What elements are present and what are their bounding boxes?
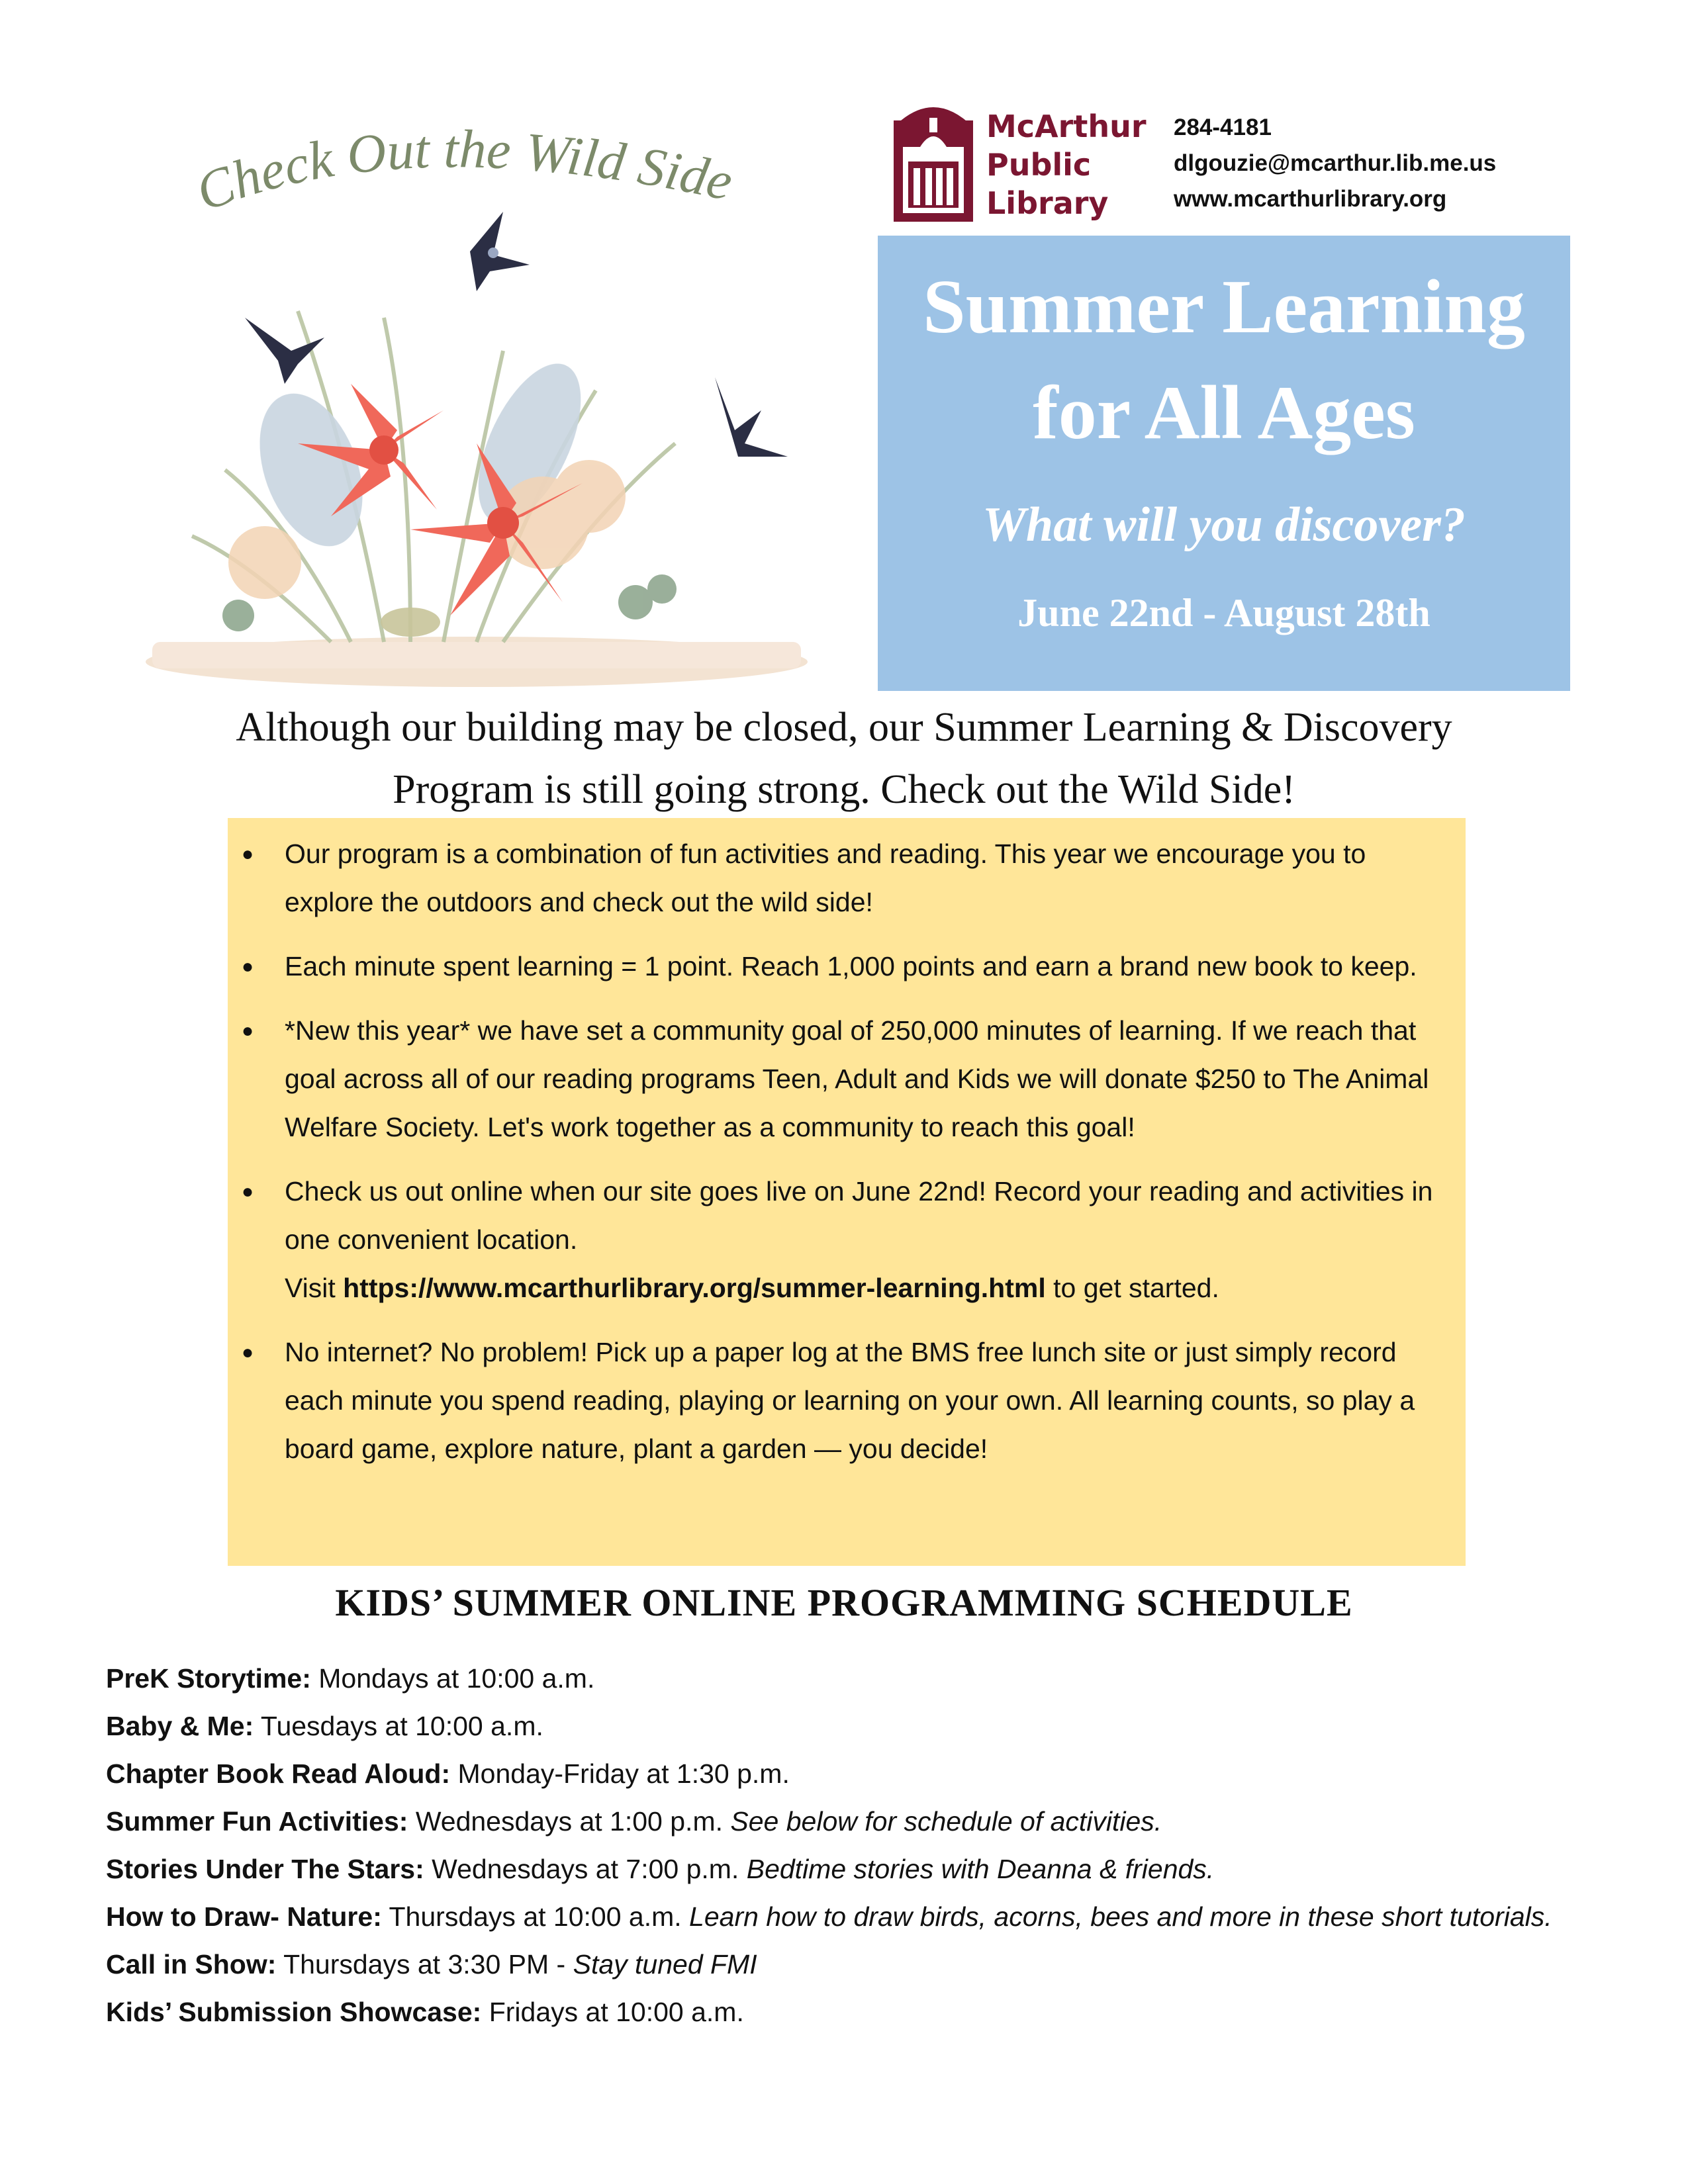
schedule-time: Mondays at 10:00 a.m. (318, 1663, 595, 1694)
schedule-title: KIDS’ SUMMER ONLINE PROGRAMMING SCHEDULE (335, 1581, 1353, 1624)
library-phone: 284-4181 (1174, 114, 1272, 140)
schedule-note: See below for schedule of activities. (730, 1806, 1162, 1837)
schedule-item-how-to-draw (106, 1893, 1602, 1940)
info-bullet-2: Each minute spent learning = 1 point. Reach 1,000 points and earn a brand new book to keep. (285, 951, 1417, 981)
schedule-item-summer-fun (106, 1797, 1602, 1845)
info-bullet-3: *New this year* we have set a community goal of 250,000 minutes of learning. If we reach that goal across all of our reading programs Teen, Adult and Kids we will donate $250 to The Animal Welfare Society. Let's work together as a community to reach this goal! (285, 1015, 1429, 1142)
info-bullet-1: Our program is a combination of fun activities and reading. This year we encourage you to explore the outdoors and check out the wild side! (285, 839, 1366, 917)
illustration-title: Check Out the Wild Side (187, 118, 738, 223)
list-item (241, 830, 1452, 927)
list-item (241, 1328, 1452, 1473)
schedule-item-kids-showcase (106, 1988, 1602, 2036)
schedule-label: Summer Fun Activities: (106, 1806, 408, 1837)
library-website[interactable]: www.mcarthurlibrary.org (1174, 186, 1447, 212)
library-name-line1: McArthur (986, 109, 1147, 144)
wildflowers-birds-illustration (132, 99, 847, 695)
schedule-item-prek-storytime (106, 1655, 1602, 1702)
schedule-note: Learn how to draw birds, acorns, bees and more in these short tutorials. (689, 1901, 1552, 1932)
promo-banner (878, 236, 1570, 691)
library-name-line3: Library (986, 185, 1109, 221)
summer-learning-link[interactable]: https://www.mcarthurlibrary.org/summer-learning.html (343, 1273, 1046, 1303)
bullet-icon: ● (241, 1342, 254, 1363)
schedule-label: Baby & Me: (106, 1711, 254, 1741)
bullet-icon: ● (241, 1181, 254, 1203)
schedule-time: Tuesdays at 10:00 a.m. (260, 1711, 543, 1741)
schedule-label: How to Draw- Nature: (106, 1901, 382, 1932)
schedule-label: Stories Under The Stars: (106, 1854, 424, 1884)
info-bullet-5: No internet? No problem! Pick up a paper log at the BMS free lunch site or just simply record each minute you spend reading, playing or learning on your own. All learning counts, so play a board game, explore nature, plant a garden — you decide! (285, 1337, 1415, 1464)
list-item (241, 1167, 1452, 1312)
library-name-line2: Public (986, 147, 1092, 183)
schedule-time: Wednesdays at 7:00 p.m. (432, 1854, 739, 1884)
schedule-label: Chapter Book Read Aloud: (106, 1758, 451, 1789)
library-email[interactable]: dlgouzie@mcarthur.lib.me.us (1174, 150, 1497, 176)
schedule-label: Call in Show: (106, 1949, 277, 1979)
library-logo (894, 101, 1149, 222)
schedule-time: Wednesdays at 1:00 p.m. (415, 1806, 723, 1837)
schedule-item-stories-under-stars (106, 1845, 1602, 1893)
info-bullet-4: Check us out online when our site goes live on June 22nd! Record your reading and activities in one convenient location. (285, 1176, 1433, 1255)
list-item (241, 1007, 1452, 1152)
library-contact (1174, 110, 1584, 217)
schedule-label: Kids’ Submission Showcase: (106, 1997, 482, 2027)
info-bullet-4-tail: to get started. (1053, 1273, 1219, 1303)
intro-line1: Although our building may be closed, our Summer Learning & Discovery (236, 705, 1452, 750)
intro-text (106, 696, 1582, 821)
schedule-item-chapter-book (106, 1750, 1602, 1797)
program-info-box (228, 818, 1466, 1566)
promo-title-line2: for All Ages (1033, 371, 1415, 455)
schedule-note: Bedtime stories with Deanna & friends. (746, 1854, 1215, 1884)
schedule-list (106, 1655, 1602, 2036)
bullet-icon: ● (241, 1020, 254, 1042)
promo-title-line1: Summer Learning (923, 265, 1525, 349)
library-building-icon (894, 101, 973, 222)
schedule-time: Monday-Friday at 1:30 p.m. (457, 1758, 790, 1789)
schedule-note: Stay tuned FMI (573, 1949, 757, 1979)
schedule-time: Thursdays at 3:30 PM - (283, 1949, 566, 1979)
promo-dates: June 22nd - August 28th (1017, 591, 1430, 635)
bullet-icon: ● (241, 956, 254, 978)
illustration-artwork (132, 99, 847, 695)
promo-subtitle: What will you discover? (982, 498, 1466, 552)
bullet-icon: ● (241, 843, 254, 865)
schedule-time: Fridays at 10:00 a.m. (489, 1997, 744, 2027)
list-item (241, 942, 1452, 991)
schedule-label: PreK Storytime: (106, 1663, 311, 1694)
schedule-time: Thursdays at 10:00 a.m. (389, 1901, 682, 1932)
program-info-list (228, 818, 1466, 1473)
info-bullet-4-visit: Visit (285, 1273, 336, 1303)
schedule-item-call-in-show (106, 1940, 1602, 1988)
intro-line2: Program is still going strong. Check out the Wild Side! (393, 767, 1295, 812)
schedule-item-baby-and-me (106, 1702, 1602, 1750)
